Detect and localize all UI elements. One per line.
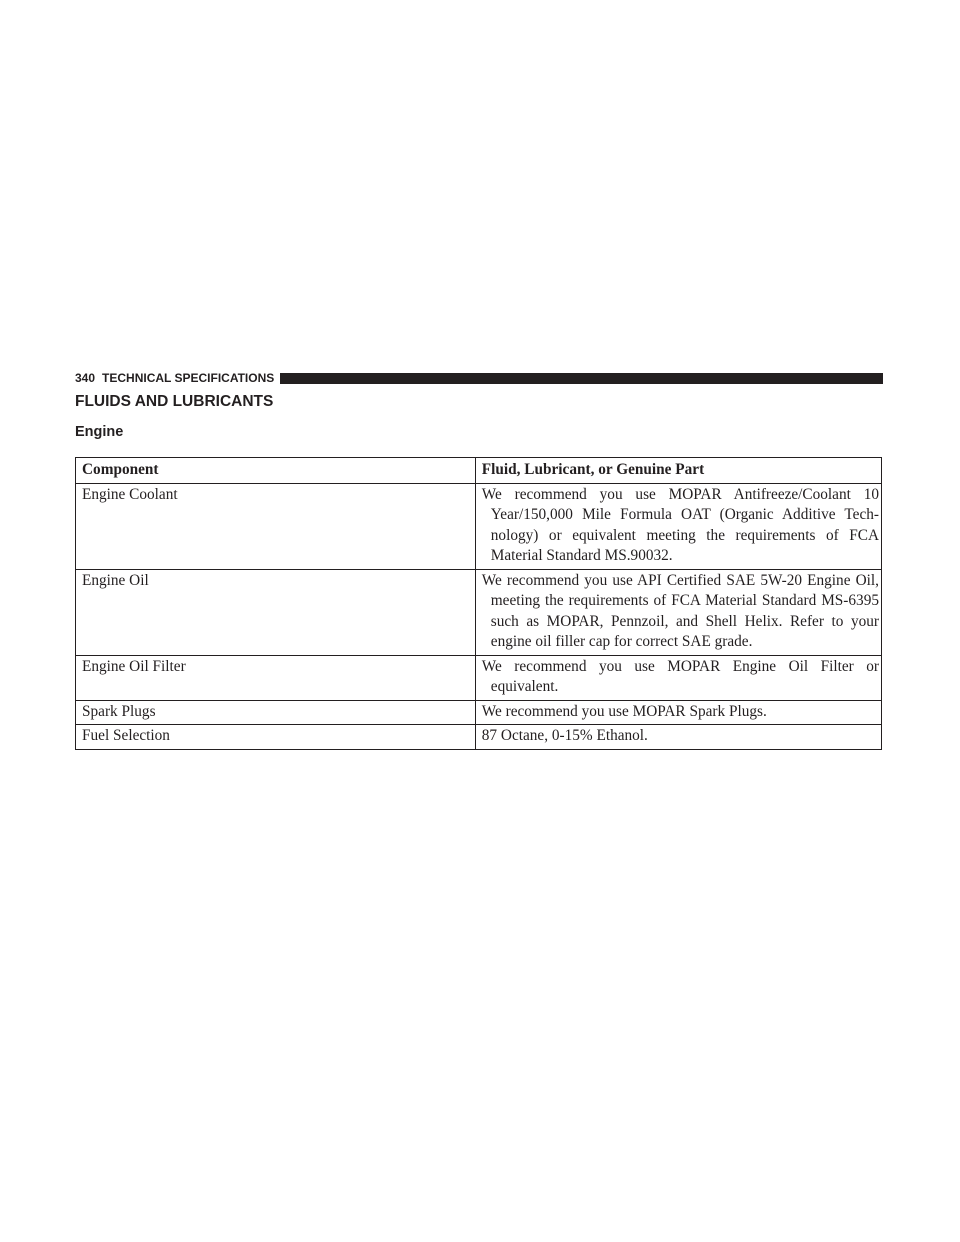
fluid-cell [475,569,881,655]
component-cell: Spark Plugs [76,700,476,725]
table-row [76,725,882,750]
fluid-cell [475,483,881,569]
fluid-text: We recommend you use MOPAR Antifreeze/Coolant 10 Year/150,000 Mile Formula OAT (Organic Additive Tech-nology) or equivalent meeting the requirements of FCA Material Standard MS.90032. [481,485,879,564]
table-row [76,483,882,569]
header-rule [280,373,883,384]
page-number: 340 [75,371,96,385]
table-row [76,655,882,700]
section-title: TECHNICAL SPECIFICATIONS [102,371,275,385]
fluid-text: We recommend you use MOPAR Engine Oil Filter or equivalent. [481,657,879,695]
table-row [76,569,882,655]
fluid-text: 87 Octane, 0-15% Ethanol. [481,727,648,744]
component-cell: Fuel Selection [76,725,476,750]
fluid-text: We recommend you use MOPAR Spark Plugs. [481,702,767,720]
component-cell: Engine Oil [76,569,476,655]
page-title: FLUIDS AND LUBRICANTS [75,393,274,410]
column-header-component: Component [76,458,476,484]
fluid-cell [475,655,881,700]
section-subtitle: Engine [75,424,124,440]
fluid-cell [475,700,881,725]
fluid-cell [475,725,881,750]
component-cell: Engine Coolant [76,483,476,569]
component-cell: Engine Oil Filter [76,655,476,700]
fluid-text: We recommend you use API Certified SAE 5W-20 Engine Oil, meeting the requirements of FCA Material Standard MS-6395 such as MOPAR, Pennzoil, and Shell Helix. Refer to your engine oil filler cap for correct SAE grade. [481,571,879,650]
fluids-table [75,457,882,750]
table-row [76,700,882,725]
page-header [75,371,883,385]
column-header-fluid: Fluid, Lubricant, or Genuine Part [475,458,881,484]
table-header-row [76,458,882,484]
